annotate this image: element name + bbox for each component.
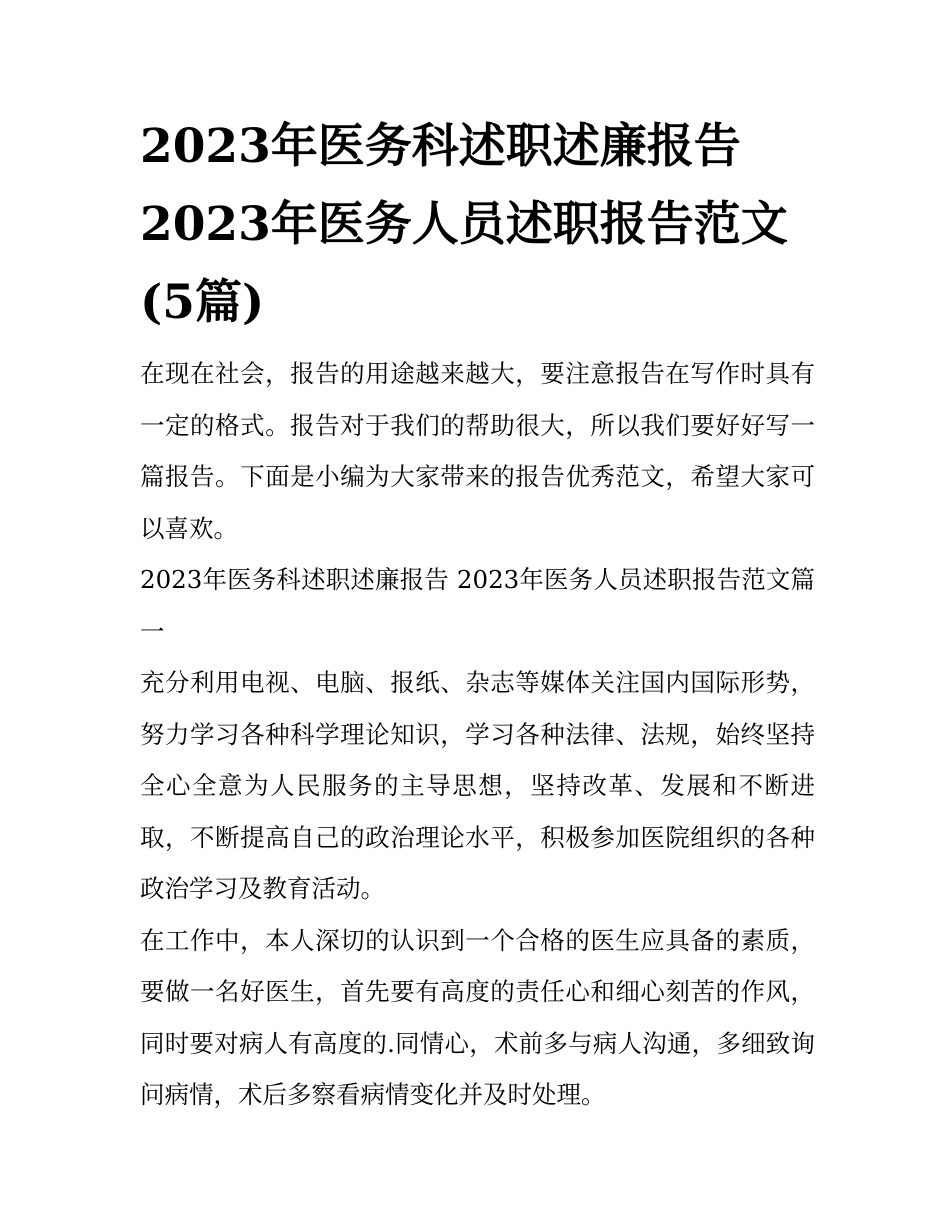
section-heading: 2023年医务科述职述廉报告 2023年医务人员述职报告范文篇一: [140, 565, 815, 646]
intro-paragraph: 在现在社会，报告的用途越来越大，要注意报告在写作时具有一定的格式。报告对于我们的帮助很大，所以我们要好好写一篇报告。下面是小编为大家带来的报告优秀范文，希望大家可以喜欢。: [140, 359, 815, 543]
body-paragraph-2: 在工作中，本人深切的认识到一个合格的医生应具备的素质，要做一名好医生，首先要有高度的责任心和细心刻苦的作风，同时要对病人有高度的.同情心，术前多与病人沟通，多细致询问病情，术后多察看病情变化并及时处理。: [140, 925, 815, 1109]
title-line-2: 2023年医务人员述职报告范文: [140, 197, 788, 252]
document-content: [140, 108, 815, 1121]
document-body: [140, 348, 815, 1121]
title-line-3: (5篇): [140, 275, 265, 330]
body-paragraph-1: 充分利用电视、电脑、报纸、杂志等媒体关注国内国际形势，努力学习各种科学理论知识，学习各种法律、法规，始终坚持全心全意为人民服务的主导思想，坚持改革、发展和不断进取，不断提高自己的政治理论水平，积极参加医院组织的各种政治学习及教育活动。: [140, 668, 815, 903]
title-line-1: 2023年医务科述职述廉报告: [140, 119, 741, 174]
document-title: [140, 108, 815, 342]
